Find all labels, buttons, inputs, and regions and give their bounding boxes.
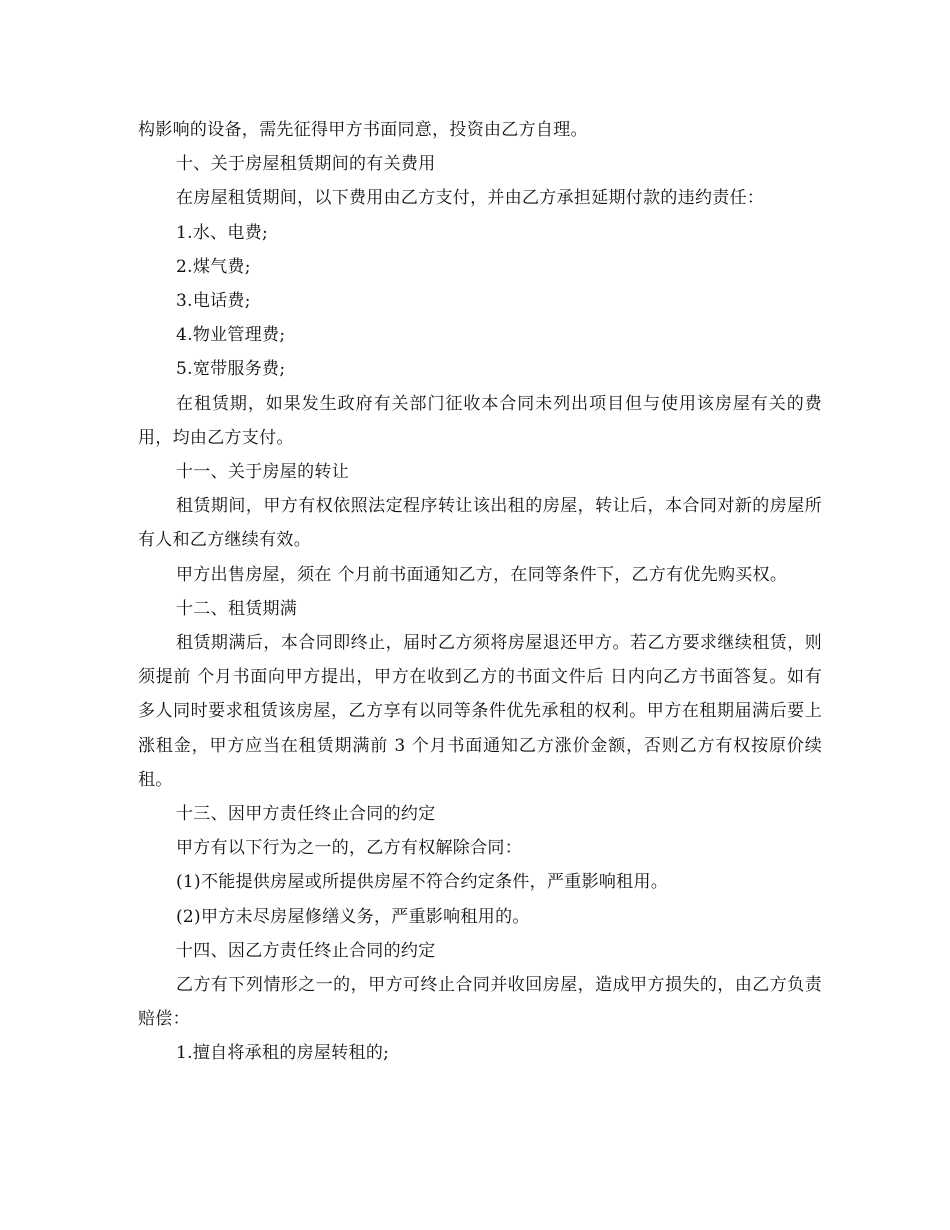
heading-section-14: 十四、因乙方责任终止合同的约定 xyxy=(176,940,436,961)
heading-section-13: 十三、因甲方责任终止合同的约定 xyxy=(176,804,436,825)
paragraph-government-fees: 在租赁期，如果发生政府有关部门征收本合同未列出项目但与使用该房屋有关的费用，均由乙方支付。 xyxy=(138,393,822,448)
heading-section-11: 十一、关于房屋的转让 xyxy=(176,462,349,483)
document-body xyxy=(138,113,822,1071)
heading-section-12: 十二、租赁期满 xyxy=(176,598,298,619)
paragraph-sale-notice: 甲方出售房屋，须在 个月前书面通知乙方，在同等条件下，乙方有优先购买权。 xyxy=(176,564,788,585)
list-item-party-a-2: (2)甲方未尽房屋修缮义务，严重影响租用的。 xyxy=(176,906,530,927)
heading-section-10: 十、关于房屋租赁期间的有关费用 xyxy=(176,154,436,175)
list-item-party-b-1: 1.擅自将承租的房屋转租的; xyxy=(176,1043,390,1064)
paragraph-fees-intro: 在房屋租赁期间，以下费用由乙方支付，并由乙方承担延期付款的违约责任： xyxy=(176,188,765,209)
list-item-fee-5: 5.宽带服务费; xyxy=(176,359,286,380)
list-item-fee-1: 1.水、电费; xyxy=(176,222,269,243)
list-item-party-a-1: (1)不能提供房屋或所提供房屋不符合约定条件，严重影响租用。 xyxy=(176,872,669,893)
list-item-fee-4: 4.物业管理费; xyxy=(176,325,286,346)
paragraph-equipment-consent: 构影响的设备，需先征得甲方书面同意，投资由乙方自理。 xyxy=(138,120,588,140)
list-item-fee-3: 3.电话费; xyxy=(176,291,251,312)
list-item-fee-2: 2.煤气费; xyxy=(176,256,251,277)
paragraph-transfer-rights: 租赁期间，甲方有权依照法定程序转让该出租的房屋，转让后，本合同对新的房屋所有人和乙方继续有效。 xyxy=(138,496,822,551)
paragraph-lease-expiry: 租赁期满后，本合同即终止，届时乙方须将房屋退还甲方。若乙方要求继续租赁，则须提前 个月书面向甲方提出，甲方在收到乙方的书面文件后 日内向乙方书面答复。如有多人同时要求租赁该房屋，乙方享有以同等条件优先承租的权利。甲方在租期届满后要上涨租金，甲方应当在租赁期满前 3 个月书面通知乙方涨价金额，否则乙方有权按原价续租。 xyxy=(138,633,822,790)
paragraph-party-b-termination: 乙方有下列情形之一的，甲方可终止合同并收回房屋，造成甲方损失的，由乙方负责赔偿： xyxy=(138,975,822,1030)
paragraph-party-a-termination: 甲方有以下行为之一的，乙方有权解除合同： xyxy=(176,838,522,859)
